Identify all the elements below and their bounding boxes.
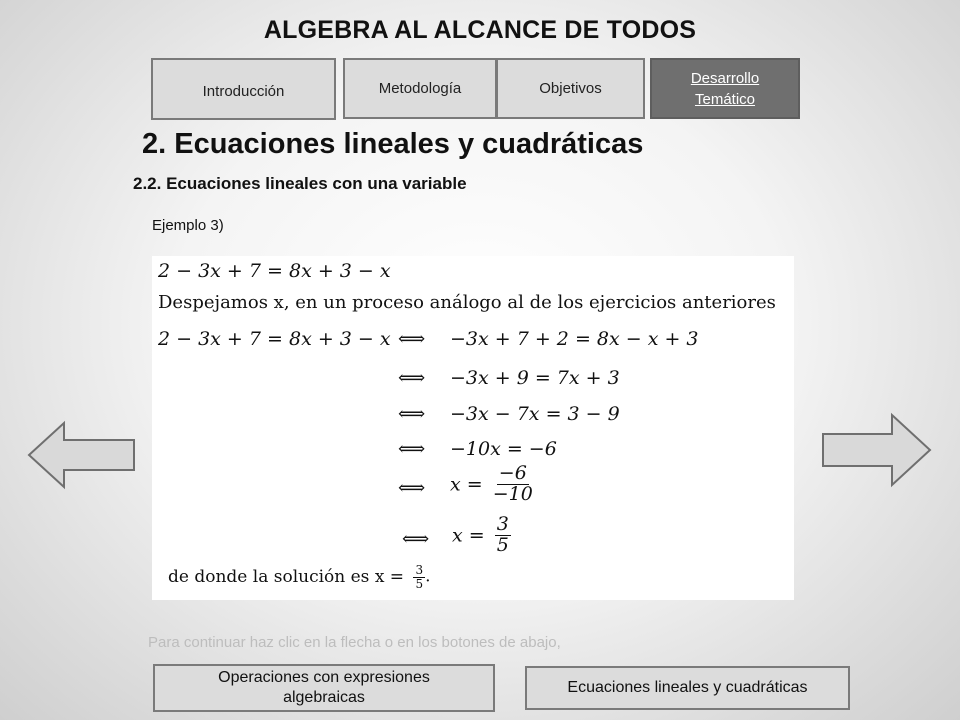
fraction-denominator: 5 (415, 576, 424, 591)
iff-symbol: ⟺ (398, 403, 426, 425)
math-equation-start: 2 − 3x + 7 = 8x + 3 − x (158, 328, 391, 350)
nav-desarrollo-tematico-button[interactable] (650, 58, 800, 119)
fraction-denominator: −10 (492, 482, 533, 505)
nav-objetivos-button[interactable] (496, 58, 645, 119)
section-title: 2. Ecuaciones lineales y cuadráticas (142, 128, 644, 160)
fraction-numerator: 3 (415, 563, 424, 577)
math-step-fraction (452, 515, 511, 556)
iff-symbol: ⟺ (398, 438, 426, 460)
conclusion-text: de donde la solución es x = (168, 567, 405, 588)
next-topic-button[interactable] (525, 666, 850, 710)
math-step: −10x = −6 (450, 438, 557, 460)
math-conclusion-line (168, 564, 431, 590)
math-example-panel (152, 256, 794, 600)
subsection-title: 2.2. Ecuaciones lineales con una variable (133, 174, 467, 193)
math-step-prefix: x = (450, 473, 483, 496)
nav-desarrollo-tematico-label: Desarrollo Temático (690, 69, 760, 108)
math-step-fraction (450, 464, 533, 505)
math-step-prefix: x = (452, 524, 485, 547)
math-explanation-line: Despejamos x, en un proceso análogo al de los ejercicios anteriores (158, 292, 776, 313)
previous-arrow-icon[interactable] (26, 420, 138, 490)
prev-topic-label: Operaciones con expresiones algebraicas (218, 669, 430, 706)
nav-introduccion-button[interactable] (151, 58, 336, 120)
next-topic-label: Ecuaciones lineales y cuadráticas (567, 679, 808, 696)
math-step: −3x + 9 = 7x + 3 (450, 367, 620, 389)
prev-topic-button[interactable] (153, 664, 495, 712)
nav-introduccion-label: Introducción (202, 82, 285, 100)
fraction-denominator: 5 (496, 533, 509, 556)
nav-metodologia-label: Metodología (378, 80, 462, 97)
fraction-numerator: −6 (498, 462, 527, 484)
site-title: ALGEBRA AL ALCANCE DE TODOS (263, 16, 697, 44)
iff-symbol: ⟺ (398, 477, 426, 499)
iff-symbol: ⟺ (398, 328, 426, 350)
continue-hint: Para continuar haz clic en la flecha o en los botones de abajo, (148, 634, 561, 651)
nav-objetivos-label: Objetivos (539, 80, 602, 97)
conclusion-period: . (425, 566, 431, 587)
nav-metodologia-button[interactable] (343, 58, 497, 119)
fraction-numerator: 3 (496, 513, 509, 535)
next-arrow-icon[interactable] (820, 412, 934, 488)
example-label: Ejemplo 3) (152, 217, 224, 234)
iff-symbol: ⟺ (402, 528, 430, 550)
math-step: −3x + 7 + 2 = 8x − x + 3 (450, 328, 699, 350)
iff-symbol: ⟺ (398, 367, 426, 389)
math-equation-line: 2 − 3x + 7 = 8x + 3 − x (158, 260, 391, 282)
math-step: −3x − 7x = 3 − 9 (450, 403, 620, 425)
